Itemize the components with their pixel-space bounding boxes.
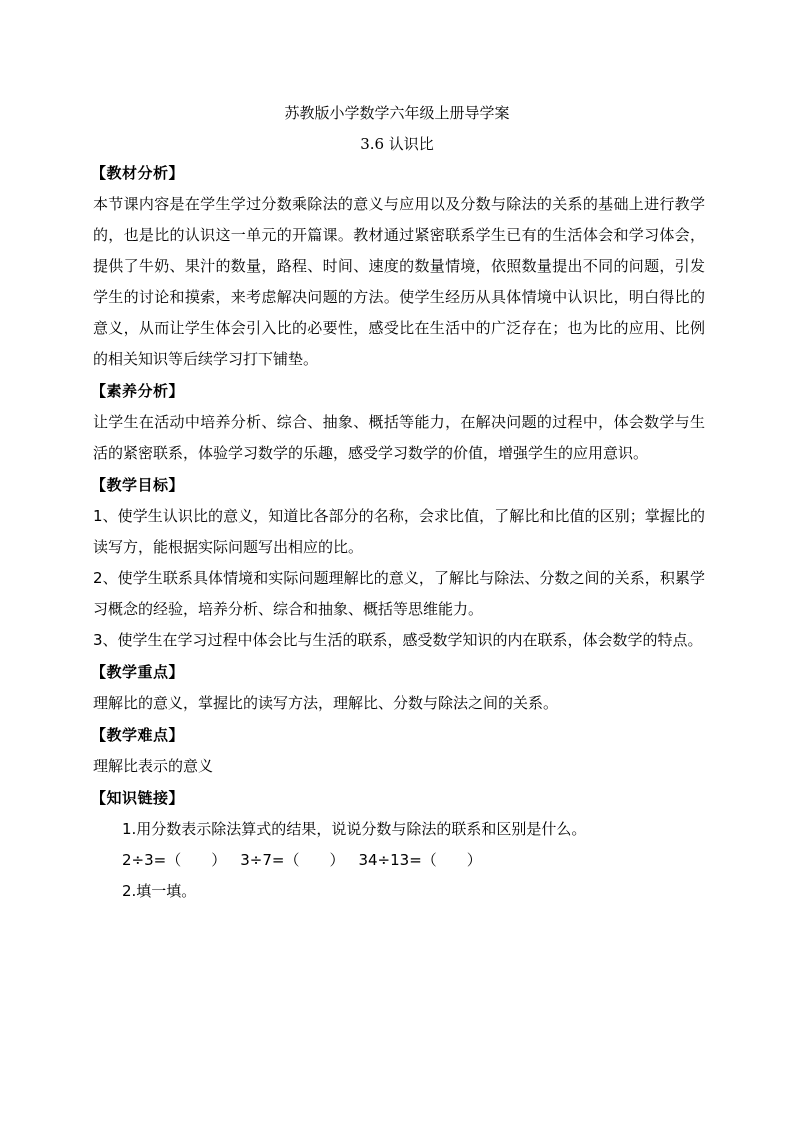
teaching-goal-2: 2、使学生联系具体情境和实际问题理解比的意义，了解比与除法、分数之间的关系，积累学习概念的经验，培养分析、综合和抽象、概括等思维能力。 [93, 569, 705, 618]
equation-34-div-13: 34÷13=（ ） [358, 851, 482, 869]
textbook-analysis-paragraph: 本节课内容是在学生学过分数乘除法的意义与应用以及分数与除法的关系的基础上进行教学的，也是比的认识这一单元的开篇课。教材通过紧密联系学生已有的生活体会和学习体会，提供了牛奶、果汁的数量，路程、时间、速度的数量情境，依照数量提出不同的问题，引发学生的讨论和摸索，来考虑解决问题的方法。使学生经历从具体情境中认识比，明白得比的意义，从而让学生体会引入比的必要性，感受比在生活中的广泛存在；也为比的应用、比例的相关知识等后续学习打下铺垫。 [93, 195, 705, 368]
document-body [93, 163, 705, 907]
document-title: 苏教版小学数学六年级上册导学案 [284, 104, 510, 122]
equation-2-div-3: 2÷3=（ ） [122, 851, 227, 869]
section-heading-key-points: 【教学重点】 [91, 663, 185, 681]
lesson-title: 3.6 认识比 [360, 135, 434, 153]
division-equations-row [93, 845, 705, 876]
teaching-goal-1: 1、使学生认识比的意义，知道比各部分的名称，会求比值，了解比和比值的区别；掌握比的读写方，能根据实际问题写出相应的比。 [93, 507, 705, 556]
section-heading-teaching-goals: 【教学目标】 [91, 476, 185, 494]
section-heading-literacy-analysis: 【素养分析】 [91, 382, 185, 400]
literacy-analysis-paragraph: 让学生在活动中培养分析、综合、抽象、概括等能力，在解决问题的过程中，体会数学与生活的紧密联系，体验学习数学的乐趣，感受学习数学的价值，增强学生的应用意识。 [93, 413, 705, 462]
difficulties-paragraph: 理解比表示的意义 [93, 757, 214, 775]
knowledge-item-1: 1.用分数表示除法算式的结果，说说分数与除法的联系和区别是什么。 [122, 820, 587, 838]
key-points-paragraph: 理解比的意义，掌握比的读写方法，理解比、分数与除法之间的关系。 [93, 694, 559, 712]
teaching-goal-3: 3、使学生在学习过程中体会比与生活的联系，感受数学知识的内在联系，体会数学的特点。 [93, 631, 703, 649]
equation-3-div-7: 3÷7=（ ） [240, 851, 345, 869]
section-heading-knowledge-link: 【知识链接】 [91, 789, 185, 807]
section-heading-textbook-analysis: 【教材分析】 [91, 164, 185, 182]
knowledge-item-2: 2.填一填。 [122, 882, 197, 900]
section-heading-difficulties: 【教学难点】 [91, 726, 185, 744]
